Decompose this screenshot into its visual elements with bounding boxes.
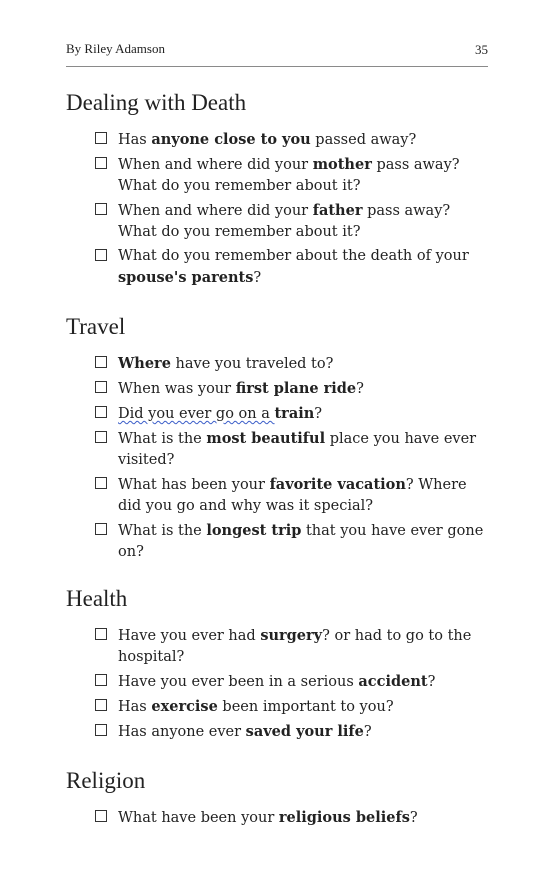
question-item: When was your first plane ride? <box>66 378 486 400</box>
question-item: When and where did your father pass away? What do you remember about it? <box>66 200 486 243</box>
question-item: Has exercise been important to you? <box>66 696 486 718</box>
checkbox[interactable] <box>95 724 107 736</box>
question-item: What do you remember about the death of your spouse's parents? <box>66 246 486 289</box>
question-list <box>66 129 506 289</box>
page-number: 35 <box>475 42 488 57</box>
question-list <box>66 353 506 563</box>
question-item: When and where did your mother pass away? What do you remember about it? <box>66 154 486 197</box>
question-item: Has anyone close to you passed away? <box>66 129 486 151</box>
spellcheck-underlined-text: Did you ever go on a <box>118 406 275 422</box>
question-item: Has anyone ever saved your life? <box>66 721 486 743</box>
question-item: What is the most beautiful place you have ever visited? <box>66 428 486 471</box>
section-title: Travel <box>66 314 126 339</box>
question-item: Have you ever been in a serious accident? <box>66 671 486 693</box>
checkbox[interactable] <box>95 249 107 261</box>
section-title: Health <box>66 586 128 611</box>
question-item: Did you ever go on a train? <box>66 403 486 425</box>
section-dealing-with-death <box>66 89 506 292</box>
question-item: Where have you traveled to? <box>66 353 486 375</box>
section-title: Religion <box>66 768 146 793</box>
question-item: What has been your favorite vacation? Where did you go and why was it special? <box>66 474 486 517</box>
question-list <box>66 807 506 829</box>
checkbox[interactable] <box>95 157 107 169</box>
checkbox[interactable] <box>95 132 107 144</box>
checkbox[interactable] <box>95 203 107 215</box>
question-item: What have been your religious beliefs? <box>66 807 486 829</box>
checkbox[interactable] <box>95 406 107 418</box>
checkbox[interactable] <box>95 356 107 368</box>
checkbox[interactable] <box>95 431 107 443</box>
checkbox[interactable] <box>95 674 107 686</box>
checkbox[interactable] <box>95 628 107 640</box>
question-item: What is the longest trip that you have ever gone on? <box>66 520 486 563</box>
checkbox[interactable] <box>95 523 107 535</box>
page-header <box>66 40 488 67</box>
question-list <box>66 625 506 743</box>
section-religion <box>66 767 506 832</box>
question-item: Have you ever had surgery? or had to go to the hospital? <box>66 625 486 668</box>
section-health <box>66 585 506 746</box>
checkbox[interactable] <box>95 810 107 822</box>
section-title: Dealing with Death <box>66 90 247 115</box>
section-travel <box>66 313 506 566</box>
checkbox[interactable] <box>95 381 107 393</box>
checkbox[interactable] <box>95 477 107 489</box>
author-name: By Riley Adamson <box>66 41 165 56</box>
checkbox[interactable] <box>95 699 107 711</box>
